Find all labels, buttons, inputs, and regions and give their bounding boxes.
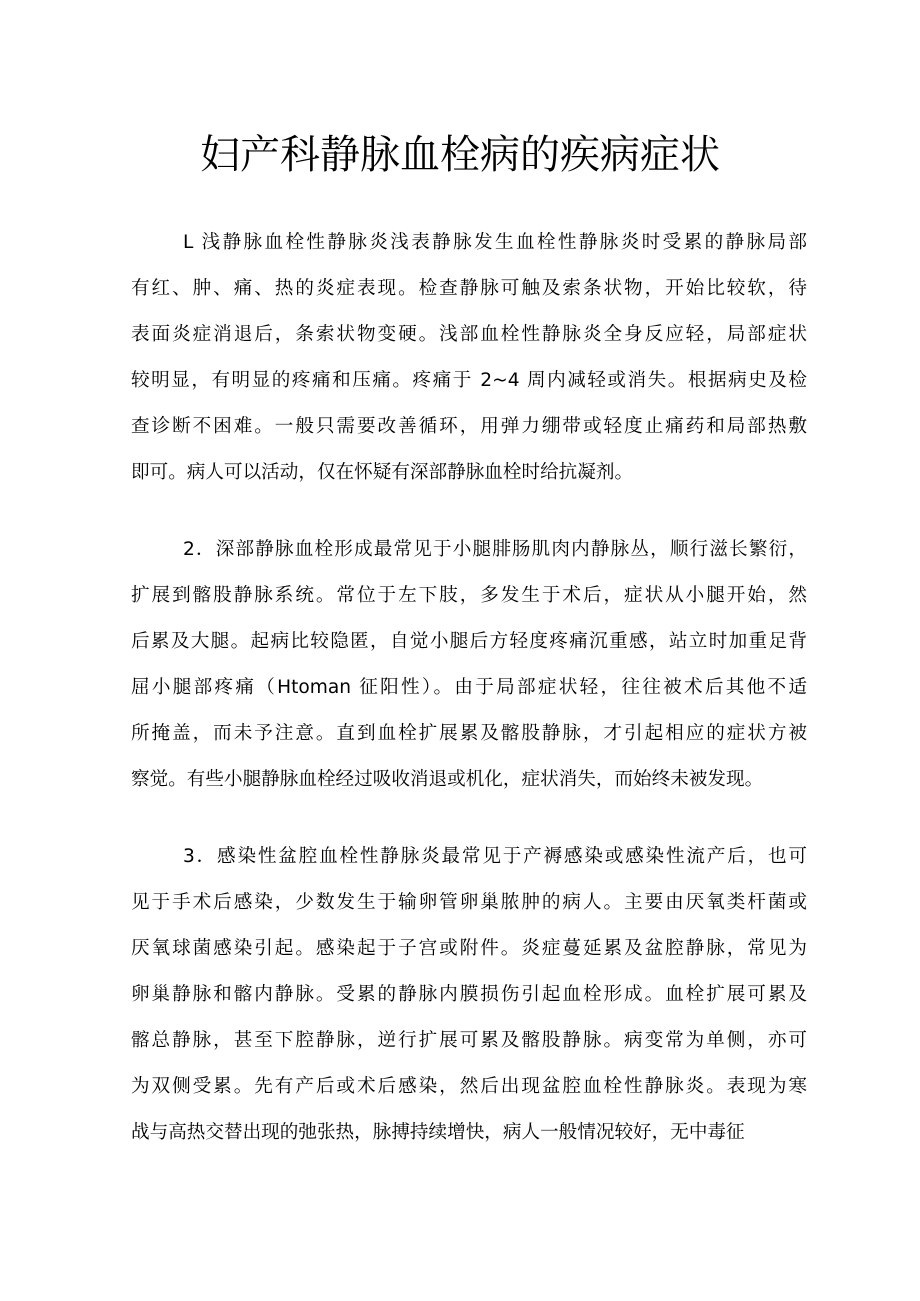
paragraph-line: 即可。病人可以活动，仅在怀疑有深部静脉血栓时给抗凝剂。 xyxy=(131,462,634,483)
paragraph-line: 察觉。有些小腿静脉血栓经过吸收消退或机化，症状消失，而始终未被发现。 xyxy=(131,769,764,790)
paragraph-line: 见于手术后感染，少数发生于输卵管卵巢脓肿的病人。主要由厌氧类杆菌或 xyxy=(131,892,807,913)
paragraph-line: 有红、肿、痛、热的炎症表现。检查静脉可触及索条状物，开始比较软，待 xyxy=(131,278,807,299)
document-title: 妇产科静脉血栓病的疾病症状 xyxy=(200,132,720,178)
paragraph-line: 卵巢静脉和髂内静脉。受累的静脉内膜损伤引起血栓形成。血栓扩展可累及 xyxy=(131,984,807,1005)
paragraph-1 xyxy=(131,220,807,496)
paragraph-line: 2．深部静脉血栓形成最常见于小腿腓肠肌肉内静脉丛，顺行滋长繁衍， xyxy=(183,539,807,560)
paragraph-line: 扩展到髂股静脉系统。常位于左下肢，多发生于术后，症状从小腿开始，然 xyxy=(131,585,807,606)
paragraph-line: 髂总静脉，甚至下腔静脉，逆行扩展可累及髂股静脉。病变常为单侧，亦可 xyxy=(131,1030,807,1051)
paragraph-2 xyxy=(131,527,807,803)
paragraph-line: 查诊断不困难。一般只需要改善循环，用弹力绷带或轻度止痛药和局部热敷 xyxy=(131,416,807,437)
paragraph-line: 为双侧受累。先有产后或术后感染，然后出现盆腔血栓性静脉炎。表现为寒 xyxy=(131,1076,807,1097)
paragraph-line: 所掩盖，而未予注意。直到血栓扩展累及髂股静脉，才引起相应的症状方被 xyxy=(131,723,807,744)
paragraph-line: 较明显，有明显的疼痛和压痛。疼痛于 2~4 周内减轻或消失。根据病史及检 xyxy=(131,370,807,391)
paragraph-line: 厌氧球菌感染引起。感染起于子宫或附件。炎症蔓延累及盆腔静脉，常见为 xyxy=(131,938,807,959)
paragraph-3 xyxy=(131,834,807,1156)
paragraph-line: L 浅静脉血栓性静脉炎浅表静脉发生血栓性静脉炎时受累的静脉局部 xyxy=(183,232,807,253)
paragraph-line: 后累及大腿。起病比较隐匿，自觉小腿后方轻度疼痛沉重感，站立时加重足背 xyxy=(131,631,807,652)
paragraph-line: 表面炎症消退后，条索状物变硬。浅部血栓性静脉炎全身反应轻，局部症状 xyxy=(131,324,807,345)
paragraph-line: 3．感染性盆腔血栓性静脉炎最常见于产褥感染或感染性流产后，也可 xyxy=(183,846,807,867)
paragraph-line: 屈小腿部疼痛（Htoman 征阳性）。由于局部症状轻，往往被术后其他不适 xyxy=(131,677,807,698)
paragraph-line: 战与高热交替出现的弛张热，脉搏持续增快，病人一般情况较好，无中毒征 xyxy=(131,1122,745,1143)
